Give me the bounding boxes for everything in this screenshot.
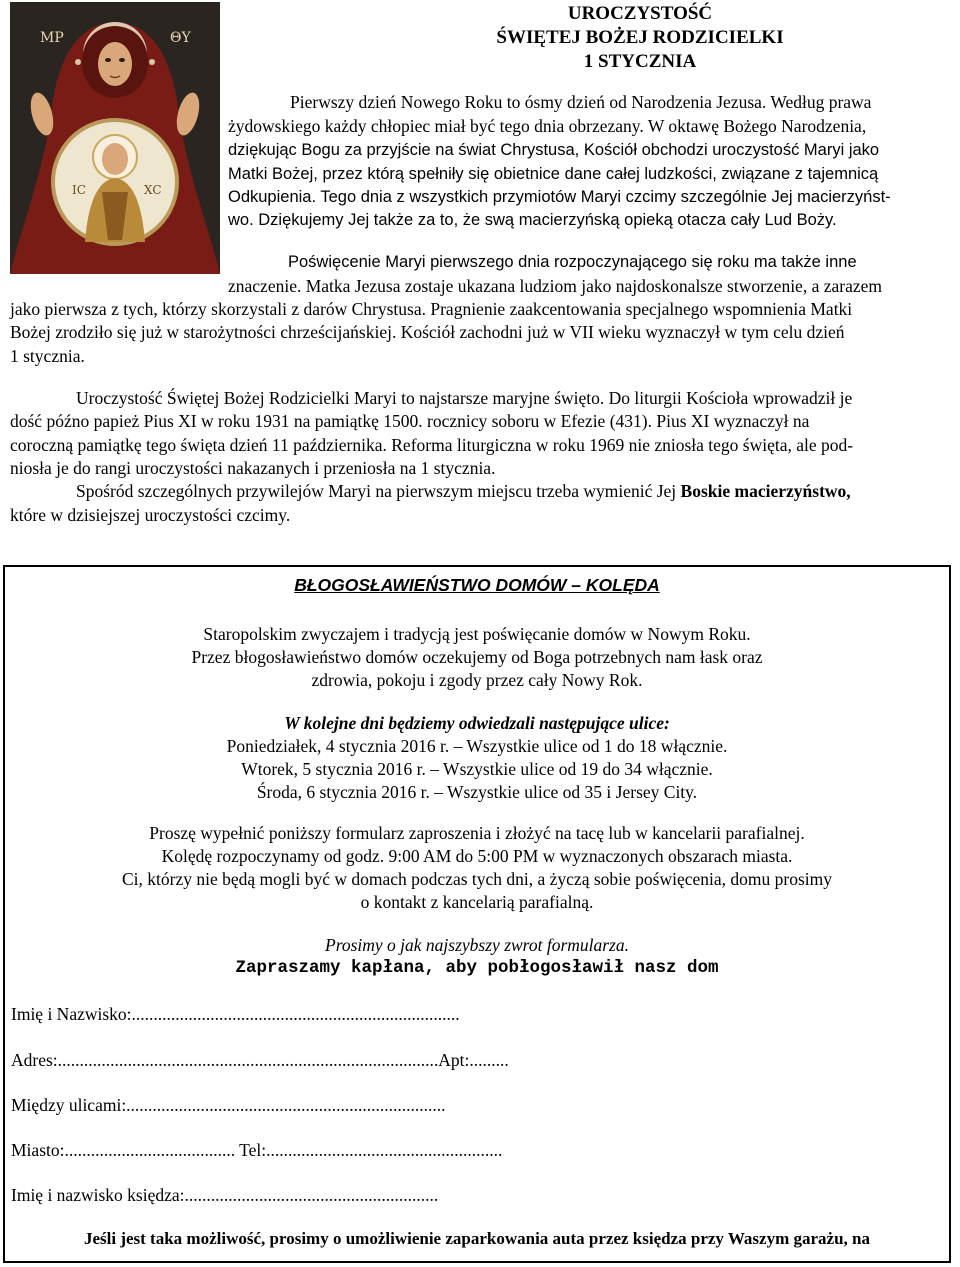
madonna-icon-image: [10, 2, 220, 274]
paragraph-4-line-2: które w dzisiejszej uroczystości czcimy.: [10, 505, 291, 525]
form-priest-name-field[interactable]: Imię i nazwisko księdza:..........................................................: [11, 1185, 439, 1205]
title-line-2: ŚWIĘTEJ BOŻEJ RODZICIELKI: [496, 27, 784, 48]
invite-line: Zapraszamy kapłana, aby pobłogosławił nasz dom: [235, 958, 719, 978]
paragraph-1-line-2: żydowskiego każdy chłopiec miał być tego dnia obrzezany. W oktawę Bożego Narodzenia,: [228, 116, 867, 136]
form-between-streets-field[interactable]: Między ulicami:.........................................................................: [11, 1095, 446, 1115]
paragraph-3-line-4: niosła je do rangi uroczystości nakazanych i przeniosła na 1 stycznia.: [10, 458, 496, 478]
schedule-day-1: Poniedziałek, 4 stycznia 2016 r. – Wszystkie ulice od 1 do 18 włącznie.: [226, 736, 728, 756]
paragraph-2-line-1: Poświęcenie Maryi pierwszego dnia rozpoczynającego się roku ma także inne: [288, 253, 857, 271]
box-title: BŁOGOSŁAWIEŃSTWO DOMÓW – KOLĘDA: [294, 575, 660, 595]
paragraph-4-line-1: [76, 479, 958, 503]
schedule-day-3: Środa, 6 stycznia 2016 r. – Wszystkie ulice od 35 i Jersey City.: [256, 782, 698, 802]
monogram-left: ΜΡ: [40, 30, 64, 46]
paragraph-1-line-4: Matki Bożej, przez którą spełniły się obietnice dane całej ludzkości, związane z tajemnicą: [228, 165, 879, 183]
paragraph-2-line-5: 1 stycznia.: [10, 346, 85, 366]
title-line-1: UROCZYSTOŚĆ: [567, 3, 713, 24]
paragraph-2-line-4: Bożej zrodziło się już w starożytności chrześcijańskiej. Kościół zachodni już w VII wieku wyznaczył w tym celu dzień: [10, 322, 845, 342]
info-block: [5, 822, 949, 914]
paragraph-1-line-1: Pierwszy dzień Nowego Roku to ósmy dzień od Narodzenia Jezusa. Według prawa: [290, 92, 872, 112]
request-block: [5, 934, 949, 980]
schedule-block: [5, 712, 949, 804]
paragraph-4-text: Spośród szczególnych przywilejów Maryi na pierwszym miejscu trzeba wymienić Jej: [76, 481, 677, 501]
info-line-1: Proszę wypełnić poniższy formularz zaproszenia i złożyć na tacę lub w kancelarii parafialnej.: [149, 823, 805, 843]
info-line-2: Kolędę rozpoczynamy od godz. 9:00 AM do 5:00 PM w wyznaczonych obszarach miasta.: [161, 846, 793, 866]
paragraph-3-line-3: coroczną pamiątkę tego święta dzień 11 października. Reforma liturgiczna w roku 1969 nie zniosła tego święta, ale pod-: [10, 435, 854, 455]
intro-line-2: Przez błogosławieństwo domów oczekujemy od Boga potrzebnych nam łask oraz: [191, 647, 763, 667]
form-name-field[interactable]: Imię i Nazwisko:...........................................................................: [11, 1004, 460, 1024]
streets-heading: W kolejne dni będziemy odwiedzali następujące ulice:: [284, 713, 670, 733]
paragraph-3-line-1: Uroczystość Świętej Bożej Rodzicielki Maryi to najstarsze maryjne święto. Do liturgii Kościoła wprowadził je: [76, 388, 853, 408]
schedule-day-2: Wtorek, 5 stycznia 2016 r. – Wszystkie ulice od 19 do 34 włącznie.: [241, 759, 713, 779]
page-title: [400, 2, 880, 74]
intro-line-3: zdrowia, pokoju i zgody przez cały Nowy Rok.: [311, 670, 643, 690]
child-monogram-right: XC: [144, 183, 162, 197]
intro-line-1: Staropolskim zwyczajem i tradycją jest poświęcanie domów w Nowym Roku.: [203, 624, 751, 644]
paragraph-4-bold: Boskie macierzyństwo,: [680, 481, 851, 501]
paragraph-3-line-2: dość późno papież Pius XI w roku 1931 na pamiątkę 1500. rocznicy soboru w Efezie (431). Pius XI wyznaczył na: [10, 411, 810, 431]
info-line-4: o kontakt z kancelarią parafialną.: [360, 892, 594, 912]
child-monogram-left: IC: [72, 183, 86, 197]
parking-note: Jeśli jest taka możliwość, prosimy o umożliwienie zaparkowania auta przez księdza przy Waszym garażu, na: [83, 1229, 871, 1248]
paragraph-1-line-6: wo. Dziękujemy Jej także za to, że swą macierzyńską opieką otacza cały Lud Boży.: [228, 211, 837, 229]
request-line: Prosimy o jak najszybszy zwrot formularza.: [325, 935, 629, 955]
info-line-3: Ci, którzy nie będą mogli być w domach podczas tych dni, a życzą sobie poświęcenia, domu prosimy: [121, 869, 832, 889]
form-address-field[interactable]: Adres:.......................................................................................Apt:.........: [11, 1050, 509, 1070]
paragraph-2-line-2: znaczenie. Matka Jezusa zostaje ukazana ludziom jako najdoskonalsze stworzenie, a zarazem: [228, 276, 882, 296]
form-city-phone-field[interactable]: Miasto:....................................... Tel:......................................................: [11, 1140, 503, 1160]
koleda-box: [3, 565, 951, 1263]
paragraph-1-line-3: dziękując Bogu za przyjście na świat Chrystusa, Kościół obchodzi uroczystość Maryi jako: [228, 141, 880, 159]
paragraph-1-line-5: Odkupienia. Tego dnia z wszystkich przymiotów Maryi czcimy szczególnie Jej macierzyńst-: [228, 188, 891, 206]
monogram-right: ΘΥ: [170, 30, 191, 46]
title-line-3: 1 STYCZNIA: [583, 51, 697, 72]
intro-block: [5, 623, 949, 692]
paragraph-2-line-3: jako pierwsza z tych, którzy skorzystali z darów Chrystusa. Pragnienie zaakcentowania specjalnego wspomnienia Matki: [10, 299, 853, 319]
